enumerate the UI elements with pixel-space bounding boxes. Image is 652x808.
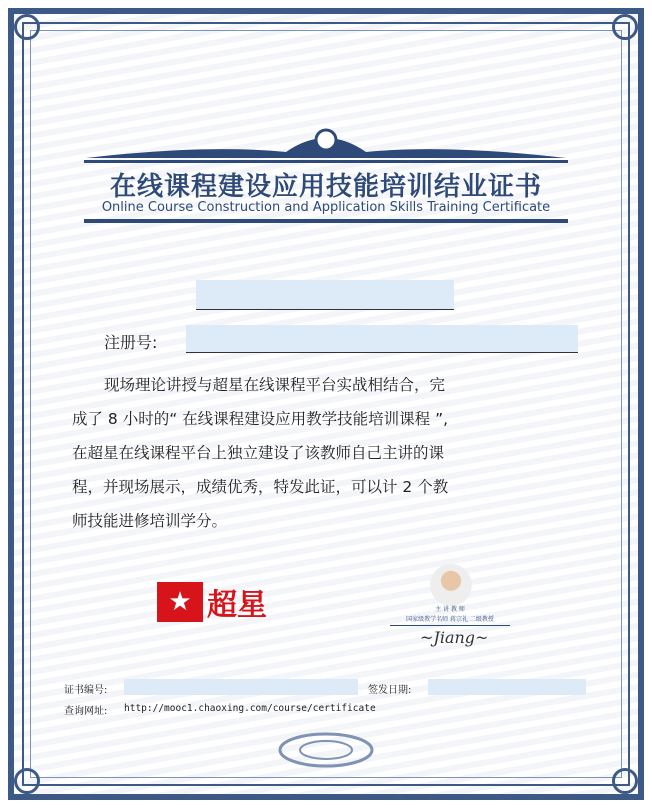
body-line: 成了 8 小时的“ 在线课程建设应用教学技能培训课程 ”, <box>72 410 449 428</box>
title-rule-bottom <box>84 219 568 223</box>
cert-no-label: 证书编号: <box>64 685 108 696</box>
teacher-avatar <box>430 564 472 606</box>
query-url-label: 查询网址: <box>64 706 108 717</box>
signature-rule <box>390 625 510 626</box>
corner-ornament-icon <box>14 14 40 40</box>
body-line: 师技能进修培训学分。 <box>72 512 228 530</box>
star-logo-icon: ★ <box>157 582 203 622</box>
cert-no-field <box>124 679 358 695</box>
certificate-subtitle: Online Course Construction and Application Skills Training Certificate <box>101 200 551 215</box>
certificate-title: 在线课程建设应用技能培训结业证书 <box>109 172 542 202</box>
registration-number-field <box>186 325 578 353</box>
certificate-body <box>72 368 582 538</box>
corner-ornament-icon <box>14 768 40 794</box>
teacher-role: 主 讲 教 师 <box>435 606 465 613</box>
teacher-title: 国家级教学名师 蒋宗礼 二级教授 <box>406 616 494 623</box>
title-rule-top <box>84 160 568 163</box>
logo-text: 超星 <box>207 588 267 623</box>
chaoxing-logo <box>157 580 267 624</box>
issue-date-field <box>428 679 586 695</box>
registration-label: 注册号: <box>104 333 158 352</box>
bottom-ornament-icon <box>276 728 376 768</box>
corner-ornament-icon <box>612 768 638 794</box>
body-line: 程，并现场展示，成绩优秀，特发此证，可以计 2 个教 <box>72 478 449 496</box>
body-line: 现场理论讲授与超星在线课程平台实战相结合，完 <box>104 376 446 394</box>
corner-ornament-icon <box>612 14 638 40</box>
issue-date-label: 签发日期: <box>368 685 412 696</box>
query-url-link[interactable]: http://mooc1.chaoxing.com/course/certificate <box>124 703 376 714</box>
recipient-name-field <box>196 280 454 310</box>
top-ornament-icon <box>86 124 566 160</box>
teacher-signature: ~Jiang~ <box>420 628 489 647</box>
body-line: 在超星在线课程平台上独立建设了该教师自己主讲的课 <box>72 444 445 462</box>
